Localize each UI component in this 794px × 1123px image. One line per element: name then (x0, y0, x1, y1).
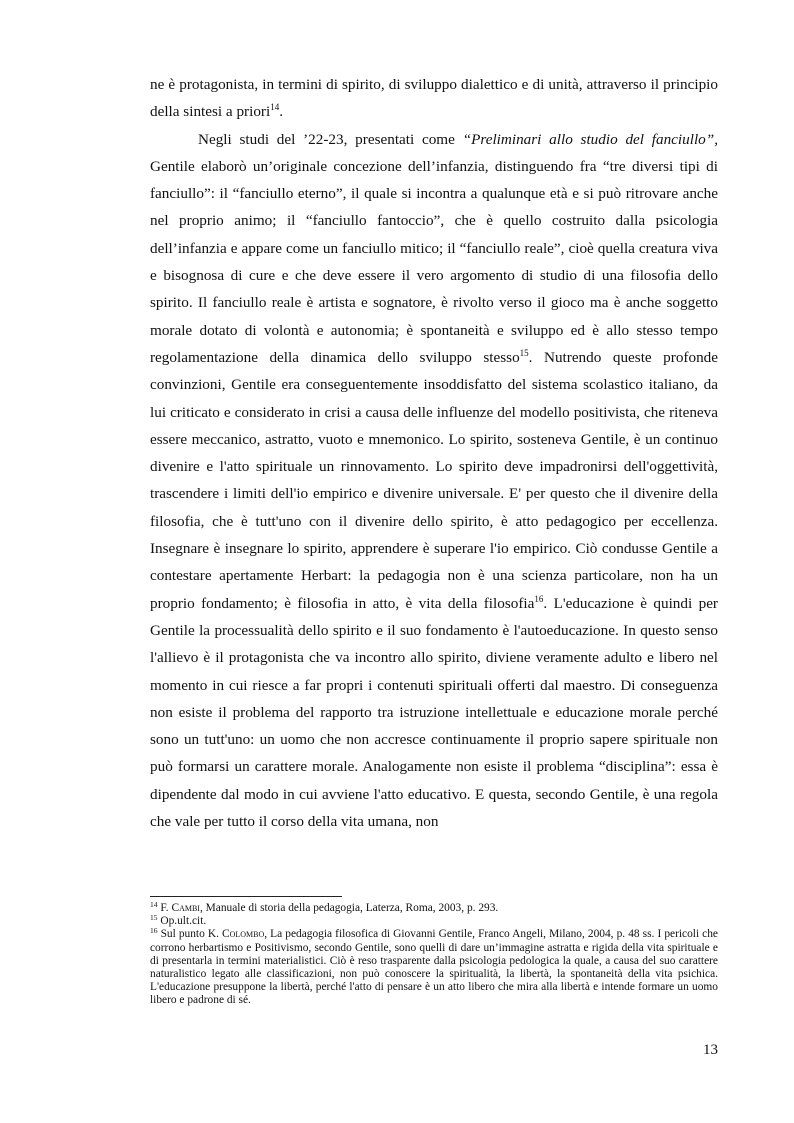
author-surname: Cambi (171, 902, 200, 914)
footnote-text: Op.ult.cit. (157, 915, 207, 928)
text-run: . L'educazione è quindi per Gentile la processualità dello spirito e il suo fondamento è l'autoeducazione. In questo senso l'allievo è il protagonista che va incontro allo spirito, diviene veramente adulto e libero nel momento in cui riesce a far propri i contenuti spirituali offerti dal maestro. Di conseguenza non esiste il problema del rapporto tra istruzione intellettuale e educazione morale perché sono un tutt'uno: un uomo che non accresce continuamente il proprio sapere spirituale non può formarsi un carattere morale. Analogamente non esiste il problema “disciplina”: essa è dipendente dal modo in cui avviene l'atto educativo. E questa, secondo Gentile, è una regola che vale per tutto il corso della vita umana, non (150, 594, 718, 831)
paragraph-preliminari (150, 126, 718, 836)
text-run: . Nutrendo queste profonde convinzioni, Gentile era conseguentemente insoddisfatto del sistema scolastico italiano, da lui criticato e considerato in crisi a causa delle influenze del modello positivista, che riteneva essere meccanico, astratto, vuoto e mnemonico. Lo spirito, sosteneva Gentile, è un continuo divenire e l'atto spirituale un rinnovamento. Lo spirito deve impadronirsi dell'oggettività, trascendere i limiti dell'io empirico e divenire universale. E' per questo che il divenire della filosofia, che è tutt'uno con il divenire dello spirito, è atto pedagogico per eccellenza. Insegnare è insegnare lo spirito, apprendere è superare l'io empirico. Ciò condusse Gentile a contestare apertamente Herbart: la pedagogia non è una scienza particolare, non ha un proprio fondamento; è filosofia in atto, è vita della filosofia (150, 348, 718, 612)
footnote-prefix: Sul punto K. (157, 928, 222, 941)
footnote-ref-15[interactable]: 15 (519, 347, 529, 358)
footnote-text: , Manuale di storia della pedagogia, Laterza, Roma, 2003, p. 293. (199, 902, 499, 914)
paragraph-continued (150, 71, 718, 126)
text-run: Negli studi del ’22-23, presentati come (198, 130, 463, 148)
body-text (150, 71, 718, 835)
footnote-15 (150, 915, 718, 928)
footnote-ref-14[interactable]: 14 (270, 102, 280, 113)
author-initial: F. (160, 902, 172, 914)
footnote-16 (150, 928, 718, 1007)
footnotes (150, 902, 718, 1008)
footnote-number: 14 (150, 900, 158, 909)
footnote-number: 15 (150, 913, 158, 923)
quoted-title: “Preliminari allo studio del fanciullo” (462, 130, 715, 148)
footnote-text: , La pedagogia filosofica di Giovanni Gentile, Franco Angeli, Milano, 2004, p. 48 ss. I pericoli che corrono herbartismo e Positivismo, secondo Gentile, sono quelli di dare un’immagine astratta e rigida della vita spirituale e di presentarla in termini materialistici. Ciò è reso trasparente dalla psicologia pedologica la quale, a causa del suo carattere naturalistico legato alle classificazioni, non può conoscere la spiritualità, la libertà, la spontaneità della vita psichica. L'educazione presuppone la libertà, perché l'atto di pensare è un atto libero che mira alla libertà e intende formare un uomo libero e padrone di sé. (150, 928, 718, 1007)
footnote-ref-16[interactable]: 16 (534, 593, 544, 604)
text-run: ne è protagonista, in termini di spirito, di sviluppo dialettico e di unità, attraverso il principio della sintesi a priori (150, 76, 718, 121)
text-run: , Gentile elaborò un’originale concezione dell’infanzia, distinguendo fra “tre diversi tipi di fanciullo”: il “fanciullo eterno”, il quale si incontra a qualunque età e si può ritrovare anche nel proprio animo; il “fanciullo fantoccio”, che è quello costruito dalla psicologia dell’infanzia e appare come un fanciullo mitico; il “fanciullo reale”, cioè quella creatura viva e bisognosa di cure e che deve essere il vero argomento di studio di una filosofia dello spirito. Il fanciullo reale è artista e sognatore, è rivolto verso il gioco ma è anche soggetto morale dotato di volontà e autonomia; è spontaneità e sviluppo ed è allo stesso tempo regolamentazione della dinamica dello sviluppo stesso (150, 130, 719, 366)
page-number: 13 (703, 1042, 718, 1058)
footnote-separator (150, 896, 342, 897)
text-run: . (279, 103, 283, 121)
footnote-number: 16 (150, 926, 158, 936)
footnote-14 (150, 902, 718, 915)
author-surname: Colombo (222, 928, 265, 941)
